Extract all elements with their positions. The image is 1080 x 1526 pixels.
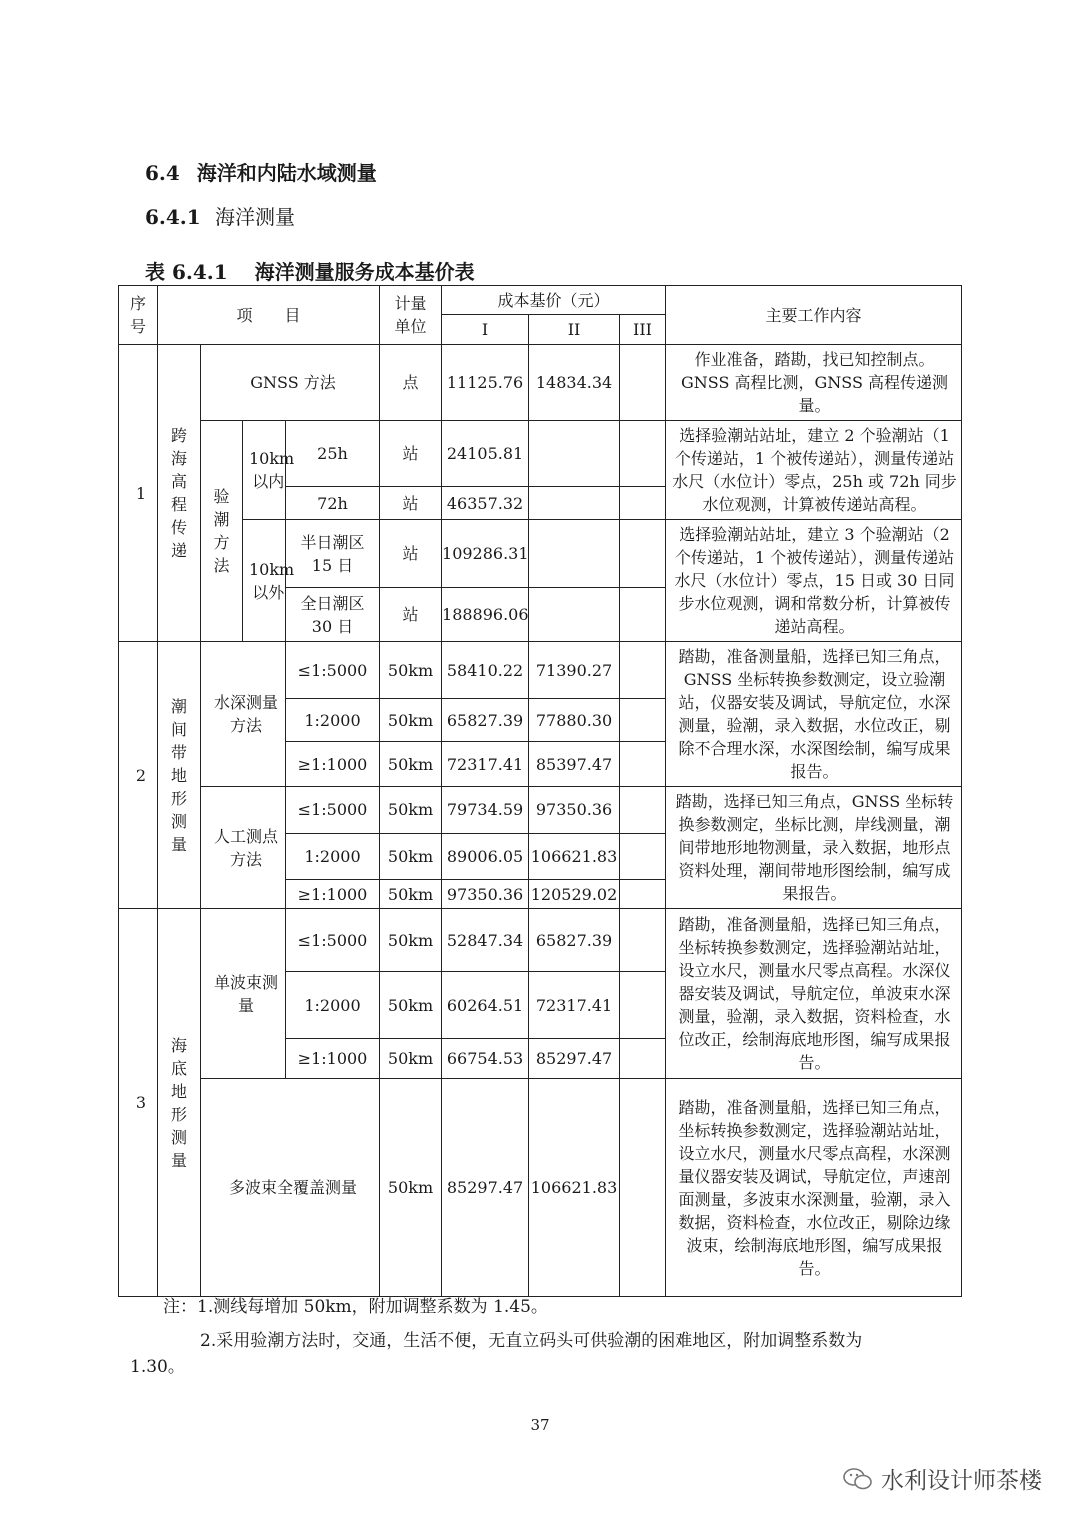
- price3-cell: [620, 699, 666, 742]
- within-row-p1: 46357.32: [442, 487, 529, 520]
- unit-cell: 50km: [380, 833, 442, 880]
- note-2-cont: 1.30。: [130, 1357, 185, 1377]
- within-10km-content: 选择验潮站站址，建立 2 个验潮站（1 个传递站，1 个被传递站），测量传递站水尺（水位计）零点，25h 或 72h 同步水位观测，计算被传递站高程。: [666, 421, 962, 520]
- note-1: 注：1.测线每增加 50km，附加调整系数为 1.45。: [163, 1297, 548, 1317]
- group2-name: 潮间带地形测量: [158, 642, 201, 909]
- header-grade-3: III: [620, 315, 666, 345]
- cost-table: [118, 285, 962, 1297]
- unit-cell: 50km: [380, 742, 442, 787]
- subsection-title: 海洋测量: [215, 205, 296, 229]
- table-caption: [145, 256, 475, 285]
- beyond-row-unit: 站: [380, 588, 442, 642]
- water-depth-label: 水深测量方法: [201, 642, 286, 787]
- multi-beam-content: 踏勘，准备测量船，选择已知三角点，坐标转换参数测定，选择验潮站站址，设立水尺，测量水尺零点高程，水深测量仪器安装及调试，导航定位，声速剖面测量，多波束水深测量，验潮，录入数据，资料检查，水位改正，剔除边缘波束，绘制海底地形图，编写成果报告。: [666, 1079, 962, 1297]
- multi-beam-label: 多波束全覆盖测量: [201, 1079, 380, 1297]
- scale-cell: ≤1:5000: [286, 909, 380, 972]
- price2-cell: 85297.47: [529, 1039, 620, 1079]
- unit-cell: 50km: [380, 1039, 442, 1079]
- multi-beam-p3: [620, 1079, 666, 1297]
- gnss-content: 作业准备，踏勘，找已知控制点。GNSS 高程比测，GNSS 高程传递测量。: [666, 345, 962, 421]
- scale-cell: ≥1:1000: [286, 1039, 380, 1079]
- beyond-row-label: 半日潮区 15 日: [286, 520, 380, 588]
- beyond-row-p3: [620, 520, 666, 588]
- scale-cell: ≤1:5000: [286, 787, 380, 834]
- scale-cell: ≥1:1000: [286, 880, 380, 909]
- beyond-row-p2: [529, 588, 620, 642]
- header-unit: 计量单位: [380, 286, 442, 345]
- header-price: 成本基价（元）: [442, 286, 666, 315]
- price1-cell: 58410.22: [442, 642, 529, 699]
- section-title: 海洋和内陆水域测量: [196, 161, 377, 185]
- price1-cell: 72317.41: [442, 742, 529, 787]
- within-row-label: 25h: [286, 421, 380, 487]
- price2-cell: 71390.27: [529, 642, 620, 699]
- within-row-p3: [620, 421, 666, 487]
- section-heading: [145, 157, 377, 186]
- scale-cell: 1:2000: [286, 972, 380, 1039]
- beyond-row-label: 全日潮区 30 日: [286, 588, 380, 642]
- unit-cell: 50km: [380, 787, 442, 834]
- caption-title: 海洋测量服务成本基价表: [254, 260, 475, 284]
- water-depth-content: 踏勘，准备测量船，选择已知三角点，GNSS 坐标转换参数测定，设立验潮站，仪器安装及调试，导航定位，水深测量，验潮，录入数据，水位改正，剔除不合理水深，水深图绘制，编写成果报告。: [666, 642, 962, 787]
- within-row-p2: [529, 421, 620, 487]
- manual-point-content: 踏勘，选择已知三角点，GNSS 坐标转换参数测定，坐标比测，岸线测量，潮间带地形地物测量，录入数据，地形点资料处理，潮间带地形图绘制，编写成果报告。: [666, 787, 962, 909]
- scale-cell: 1:2000: [286, 833, 380, 880]
- scale-cell: 1:2000: [286, 699, 380, 742]
- price2-cell: 65827.39: [529, 909, 620, 972]
- within-row-p3: [620, 487, 666, 520]
- price3-cell: [620, 742, 666, 787]
- beyond-10km-content: 选择验潮站站址，建立 3 个验潮站（2 个传递站，1 个被传递站），测量传递站水尺（水位计）零点，15 日或 30 日同步水位观测，调和常数分析，计算被传递站高程。: [666, 520, 962, 642]
- subsection-number: 6.4.1: [145, 205, 201, 229]
- price2-cell: 77880.30: [529, 699, 620, 742]
- unit-cell: 50km: [380, 909, 442, 972]
- within-row-p2: [529, 487, 620, 520]
- price1-cell: 97350.36: [442, 880, 529, 909]
- multi-beam-unit: 50km: [380, 1079, 442, 1297]
- tide-method-label: 验潮方法: [201, 421, 243, 642]
- price2-cell: 106621.83: [529, 833, 620, 880]
- gnss-p1: 11125.76: [442, 345, 529, 421]
- gnss-unit: 点: [380, 345, 442, 421]
- scale-cell: ≤1:5000: [286, 642, 380, 699]
- section-number: 6.4: [145, 161, 180, 185]
- price2-cell: 120529.02: [529, 880, 620, 909]
- page-number: 37: [530, 1416, 550, 1434]
- price3-cell: [620, 833, 666, 880]
- wechat-icon: [843, 1467, 873, 1491]
- gnss-p2: 14834.34: [529, 345, 620, 421]
- gnss-p3: [620, 345, 666, 421]
- unit-cell: 50km: [380, 880, 442, 909]
- multi-beam-p2: 106621.83: [529, 1079, 620, 1297]
- beyond-10km-label: 10km 以外: [243, 520, 286, 642]
- price2-cell: 85397.47: [529, 742, 620, 787]
- beyond-row-p2: [529, 520, 620, 588]
- group3-name: 海底地形测量: [158, 909, 201, 1297]
- single-beam-content: 踏勘，准备测量船，选择已知三角点，坐标转换参数测定，选择验潮站站址，设立水尺，测量水尺零点高程。水深仪器安装及调试，导航定位，单波束水深测量，验潮，录入数据，资料检查，水位改正，绘制海底地形图，编写成果报告。: [666, 909, 962, 1079]
- within-row-unit: 站: [380, 421, 442, 487]
- group2-seq: 2: [119, 642, 158, 909]
- header-seq: 序号: [119, 286, 158, 345]
- header-content: 主要工作内容: [666, 286, 962, 345]
- watermark: [843, 1462, 1042, 1495]
- price1-cell: 52847.34: [442, 909, 529, 972]
- price2-cell: 72317.41: [529, 972, 620, 1039]
- within-10km-label: 10km 以内: [243, 421, 286, 520]
- price1-cell: 65827.39: [442, 699, 529, 742]
- price2-cell: 97350.36: [529, 787, 620, 834]
- price3-cell: [620, 787, 666, 834]
- within-row-p1: 24105.81: [442, 421, 529, 487]
- beyond-row-p3: [620, 588, 666, 642]
- watermark-text: 水利设计师茶楼: [881, 1468, 1042, 1494]
- price3-cell: [620, 909, 666, 972]
- header-grade-1: I: [442, 315, 529, 345]
- beyond-row-p1: 109286.31: [442, 520, 529, 588]
- within-row-unit: 站: [380, 487, 442, 520]
- price1-cell: 66754.53: [442, 1039, 529, 1079]
- price1-cell: 79734.59: [442, 787, 529, 834]
- unit-cell: 50km: [380, 699, 442, 742]
- within-row-label: 72h: [286, 487, 380, 520]
- header-grade-2: II: [529, 315, 620, 345]
- subsection-heading: [145, 201, 295, 230]
- price1-cell: 89006.05: [442, 833, 529, 880]
- gnss-label: GNSS 方法: [201, 345, 380, 421]
- note-2: 2.采用验潮方法时，交通，生活不便，无直立码头可供验潮的困难地区，附加调整系数为: [200, 1331, 863, 1351]
- beyond-row-p1: 188896.06: [442, 588, 529, 642]
- beyond-row-unit: 站: [380, 520, 442, 588]
- price3-cell: [620, 642, 666, 699]
- multi-beam-p1: 85297.47: [442, 1079, 529, 1297]
- scale-cell: ≥1:1000: [286, 742, 380, 787]
- header-item: 项 目: [158, 286, 380, 345]
- single-beam-label: 单波束测量: [201, 909, 286, 1079]
- price1-cell: 60264.51: [442, 972, 529, 1039]
- caption-prefix: 表 6.4.1: [145, 260, 228, 284]
- unit-cell: 50km: [380, 642, 442, 699]
- manual-point-label: 人工测点方法: [201, 787, 286, 909]
- price3-cell: [620, 880, 666, 909]
- price3-cell: [620, 1039, 666, 1079]
- unit-cell: 50km: [380, 972, 442, 1039]
- price3-cell: [620, 972, 666, 1039]
- group1-seq: 1: [119, 345, 158, 642]
- group1-name: 跨海高程传递: [158, 345, 201, 642]
- group3-seq: 3: [119, 909, 158, 1297]
